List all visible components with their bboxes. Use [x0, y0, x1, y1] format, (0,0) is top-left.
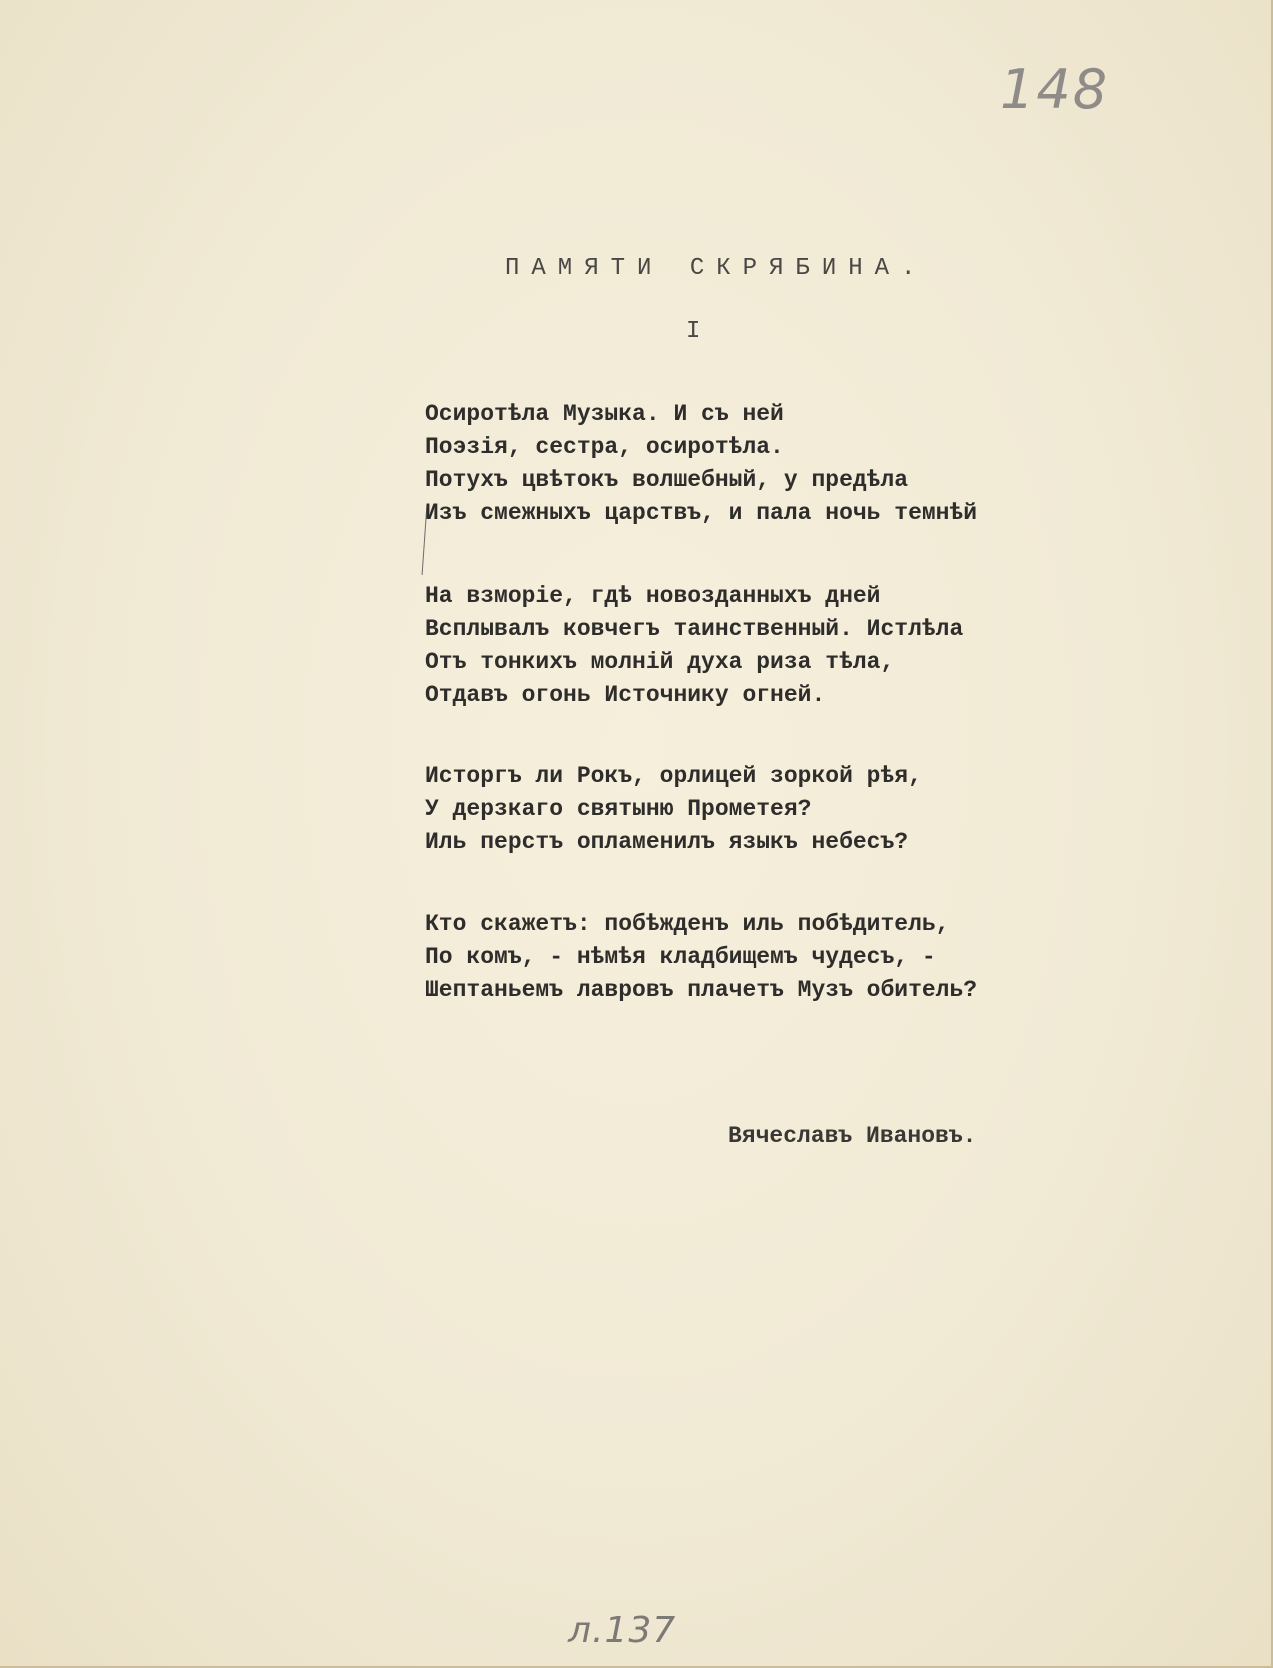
verse-line: Исторгъ ли Рокъ, орлицей зоркой рѣя,	[425, 763, 922, 789]
verse-line: Всплывалъ ковчегъ таинственный. Истлѣла	[425, 616, 964, 642]
verse-line: Поэзія, сестра, осиротѣла.	[425, 434, 784, 460]
verse-line: У дерзкаго святыню Прометея?	[425, 796, 812, 822]
stanza-2	[425, 580, 963, 712]
verse-line: Осиротѣла Музыка. И съ ней	[425, 401, 784, 427]
verse-line: Изъ смежныхъ царствъ, и пала ночь темнѣй	[425, 500, 978, 526]
stanza-4	[425, 908, 977, 1007]
verse-line: Отъ тонкихъ молній духа риза тѣла,	[425, 649, 895, 675]
part-number: I	[686, 318, 701, 345]
verse-line: Потухъ цвѣтокъ волшебный, у предѣла	[425, 467, 909, 493]
archive-sheet-mark: л.137	[568, 1610, 677, 1651]
stanza-3	[425, 760, 922, 859]
stanza-1	[425, 398, 977, 530]
verse-line: Шептаньемъ лавровъ плачетъ Музъ обитель?	[425, 977, 978, 1003]
verse-line: Отдавъ огонь Источнику огней.	[425, 682, 826, 708]
poem-title: ПАМЯТИ СКРЯБИНА.	[505, 255, 928, 282]
verse-line: Иль перстъ опламенилъ языкъ небесъ?	[425, 829, 909, 855]
folio-number: 148	[1000, 58, 1110, 121]
verse-line: На взморіе, гдѣ новозданныхъ дней	[425, 583, 881, 609]
verse-line: По комъ, - нѣмѣя кладбищемъ чудесъ, -	[425, 944, 936, 970]
author-signature: Вячеславъ Ивановъ.	[728, 1123, 977, 1149]
verse-line: Кто скажетъ: побѣжденъ иль побѣдитель,	[425, 911, 950, 937]
